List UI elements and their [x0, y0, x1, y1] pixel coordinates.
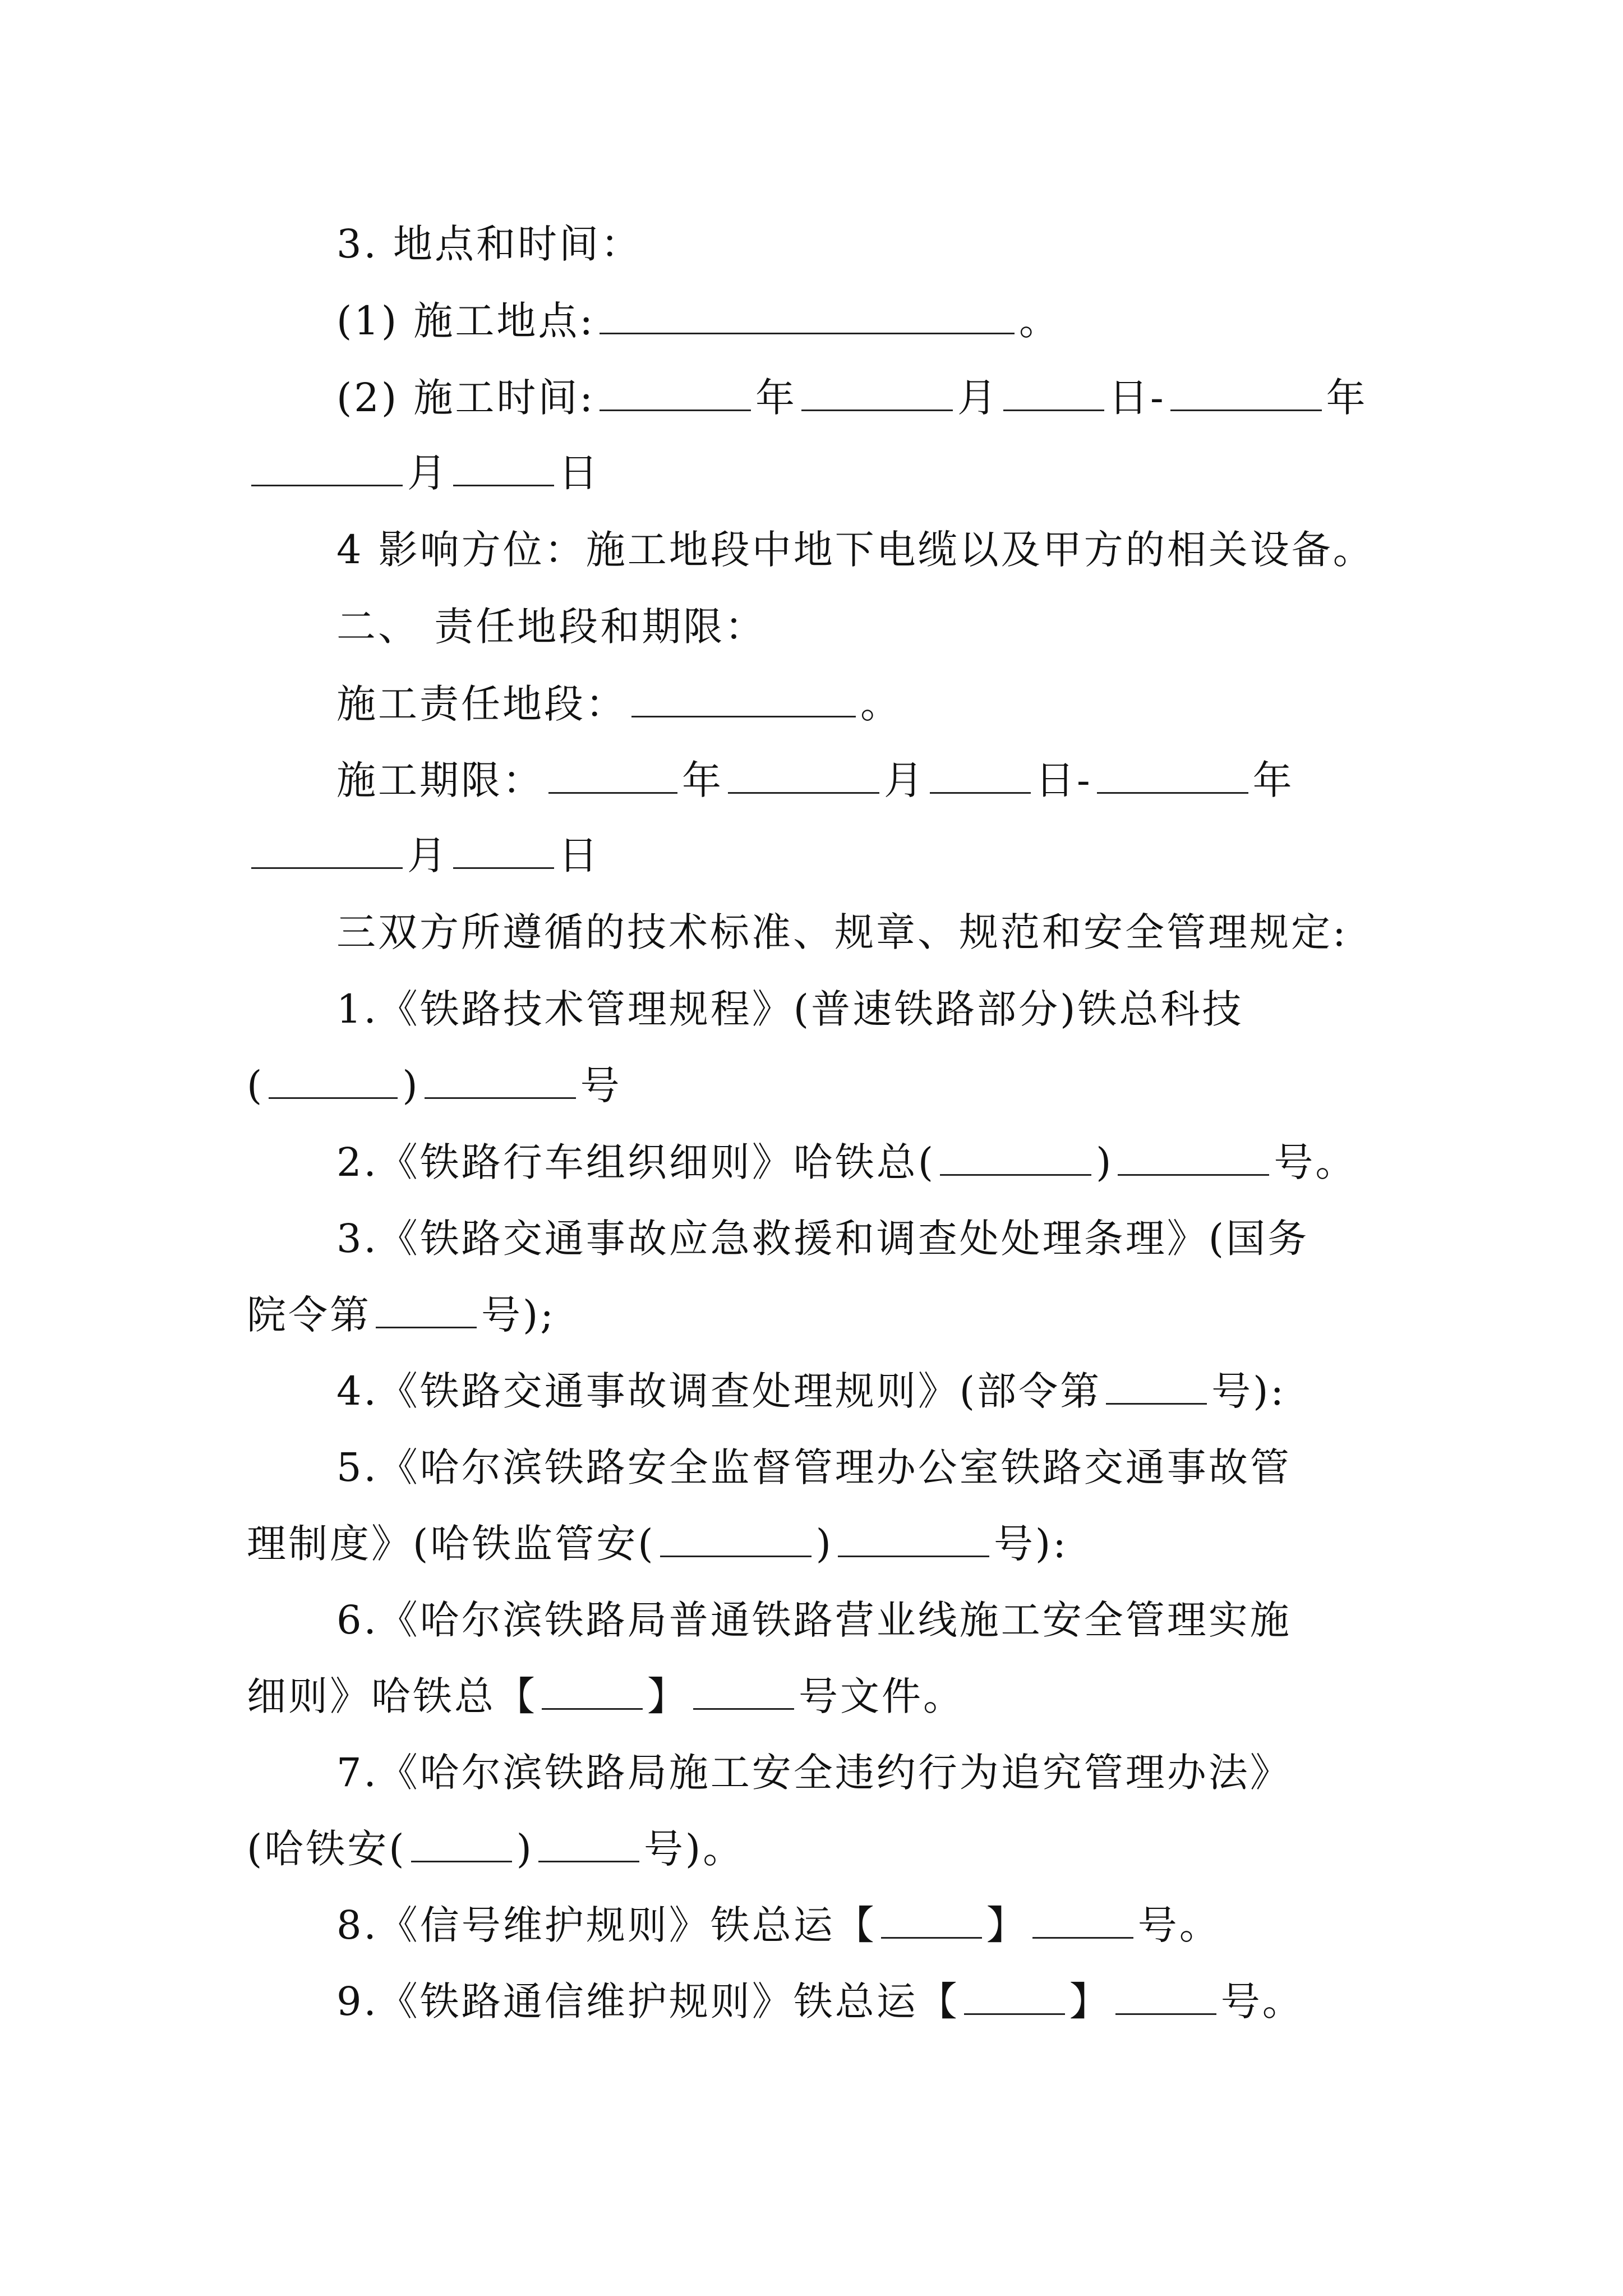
number-blank[interactable]: [376, 1287, 477, 1328]
body-text: 院令第: [247, 1292, 371, 1338]
standard-item-3: [247, 1208, 1376, 1269]
start-year-blank[interactable]: [600, 370, 751, 411]
construction-time-line: [247, 367, 1376, 429]
number-blank[interactable]: [1106, 1364, 1207, 1405]
end-day-blank[interactable]: [453, 445, 554, 486]
body-text: 9.《铁路通信维护规则》铁总运【: [336, 1978, 960, 2024]
body-text: 7.《哈尔滨铁路局施工安全违约行为追究管理办法》: [336, 1750, 1292, 1796]
unit-text: 月: [407, 832, 449, 878]
punct-text: 。: [1019, 298, 1061, 344]
end-year-blank[interactable]: [1170, 370, 1322, 411]
punct-text: ): [1096, 1139, 1114, 1185]
unit-text: 号: [580, 1062, 622, 1108]
body-text: 细则》哈铁总【: [247, 1673, 537, 1719]
standard-item-2: [247, 1131, 1376, 1193]
punct-text: ): [815, 1521, 833, 1567]
body-text: 5.《哈尔滨铁路安全监督管理办公室铁路交通事故管: [336, 1444, 1292, 1490]
unit-text: 号);: [481, 1292, 556, 1338]
body-text: 6.《哈尔滨铁路局普通铁路营业线施工安全管理实施: [336, 1597, 1292, 1643]
body-text: (哈铁安(: [247, 1826, 407, 1872]
standard-item-7-cont: [247, 1818, 1376, 1880]
unit-text: 号):: [993, 1521, 1068, 1567]
unit-text: 年: [1252, 757, 1294, 803]
punct-text: 】: [1069, 1978, 1111, 2024]
standard-item-5-cont: [247, 1513, 1376, 1575]
number-blank[interactable]: [1118, 1135, 1269, 1176]
unit-text: 号。: [1220, 1978, 1304, 2024]
body-text: 理制度》(哈铁监管安(: [247, 1521, 656, 1567]
punct-text: 】: [986, 1902, 1028, 1948]
label-text: 施工责任地段：: [336, 681, 627, 727]
period-line-cont: [247, 825, 1376, 886]
period-start-year-blank[interactable]: [548, 753, 677, 794]
period-end-day-blank[interactable]: [453, 828, 554, 869]
year-blank[interactable]: [411, 1821, 512, 1862]
number-blank[interactable]: [693, 1669, 794, 1710]
standard-item-1-cont: [247, 1055, 1376, 1116]
unit-text: 月: [407, 450, 449, 496]
impact-line: [247, 519, 1376, 581]
section-two-heading: [247, 596, 1376, 657]
construction-time-line-cont: [247, 442, 1376, 504]
unit-text: 日: [559, 450, 600, 496]
punct-text: 。: [860, 681, 902, 727]
year-blank[interactable]: [964, 1974, 1065, 2015]
unit-text: 年: [1326, 375, 1368, 421]
standard-item-4: [247, 1360, 1376, 1422]
year-blank[interactable]: [542, 1669, 643, 1710]
punct-text: ): [402, 1062, 420, 1108]
number-blank[interactable]: [1115, 1974, 1216, 2015]
heading-text: 三双方所遵循的技术标准、规章、规范和安全管理规定:: [336, 909, 1348, 955]
heading-text: 二、 责任地段和期限：: [336, 604, 767, 650]
year-blank[interactable]: [269, 1058, 398, 1099]
unit-text: 月: [957, 375, 999, 421]
unit-text: 号。: [1137, 1902, 1221, 1948]
body-text: 8.《信号维护规则》铁总运【: [336, 1902, 877, 1948]
standard-item-7: [247, 1742, 1376, 1803]
unit-text: 日-: [1109, 375, 1166, 421]
label-text: 施工期限：: [336, 757, 544, 803]
standard-item-8: [247, 1894, 1376, 1956]
unit-text: 号文件。: [799, 1673, 965, 1719]
period-start-day-blank[interactable]: [930, 753, 1031, 794]
standard-item-3-cont: [247, 1284, 1376, 1346]
period-start-month-blank[interactable]: [728, 753, 879, 794]
year-blank[interactable]: [660, 1516, 811, 1557]
standard-item-1: [247, 978, 1376, 1040]
standard-item-9: [247, 1971, 1376, 2032]
unit-text: 号)。: [643, 1826, 745, 1872]
number-blank[interactable]: [1032, 1898, 1133, 1939]
body-text: 1.《铁路技术管理规程》(普速铁路部分)铁总科技: [336, 986, 1244, 1032]
number-blank[interactable]: [538, 1821, 639, 1862]
punct-text: (: [247, 1062, 265, 1108]
number-blank[interactable]: [838, 1516, 989, 1557]
period-line: [247, 749, 1376, 811]
standard-item-6: [247, 1589, 1376, 1651]
standard-item-5: [247, 1437, 1376, 1498]
start-month-blank[interactable]: [801, 370, 953, 411]
construction-site-line: [247, 290, 1376, 352]
unit-text: 年: [755, 375, 797, 421]
year-blank[interactable]: [940, 1135, 1091, 1176]
unit-text: 年: [682, 757, 723, 803]
body-text: 4 影响方位：施工地段中地下电缆以及甲方的相关设备。: [336, 527, 1375, 573]
body-text: 4.《铁路交通事故调查处理规则》(部令第: [336, 1368, 1102, 1414]
label-text: (1) 施工地点:: [336, 298, 595, 344]
body-text: 3.《铁路交通事故应急救援和调查处处理条理》(国务: [336, 1216, 1310, 1262]
standard-item-6-cont: [247, 1665, 1376, 1727]
unit-text: 号。: [1274, 1139, 1357, 1185]
unit-text: 月: [884, 757, 925, 803]
section-three-heading: [247, 901, 1376, 963]
label-text: (2) 施工时间:: [336, 375, 595, 421]
heading-text: 3. 地点和时间：: [336, 221, 643, 267]
punct-text: 】: [647, 1673, 689, 1719]
body-text: 2.《铁路行车组织细则》哈铁总(: [336, 1139, 936, 1185]
year-blank[interactable]: [881, 1898, 982, 1939]
punct-text: ): [516, 1826, 534, 1872]
number-blank[interactable]: [425, 1058, 576, 1099]
section-blank[interactable]: [631, 677, 856, 717]
unit-text: 日: [559, 832, 600, 878]
site-blank[interactable]: [600, 293, 1015, 334]
unit-text: 日-: [1035, 757, 1092, 803]
period-end-month-blank[interactable]: [251, 828, 403, 869]
period-end-year-blank[interactable]: [1097, 753, 1248, 794]
responsibility-section-line: [247, 673, 1376, 735]
section-location-time-heading: [247, 213, 1376, 275]
unit-text: 号):: [1211, 1368, 1287, 1414]
end-month-blank[interactable]: [251, 445, 403, 486]
start-day-blank[interactable]: [1003, 370, 1104, 411]
